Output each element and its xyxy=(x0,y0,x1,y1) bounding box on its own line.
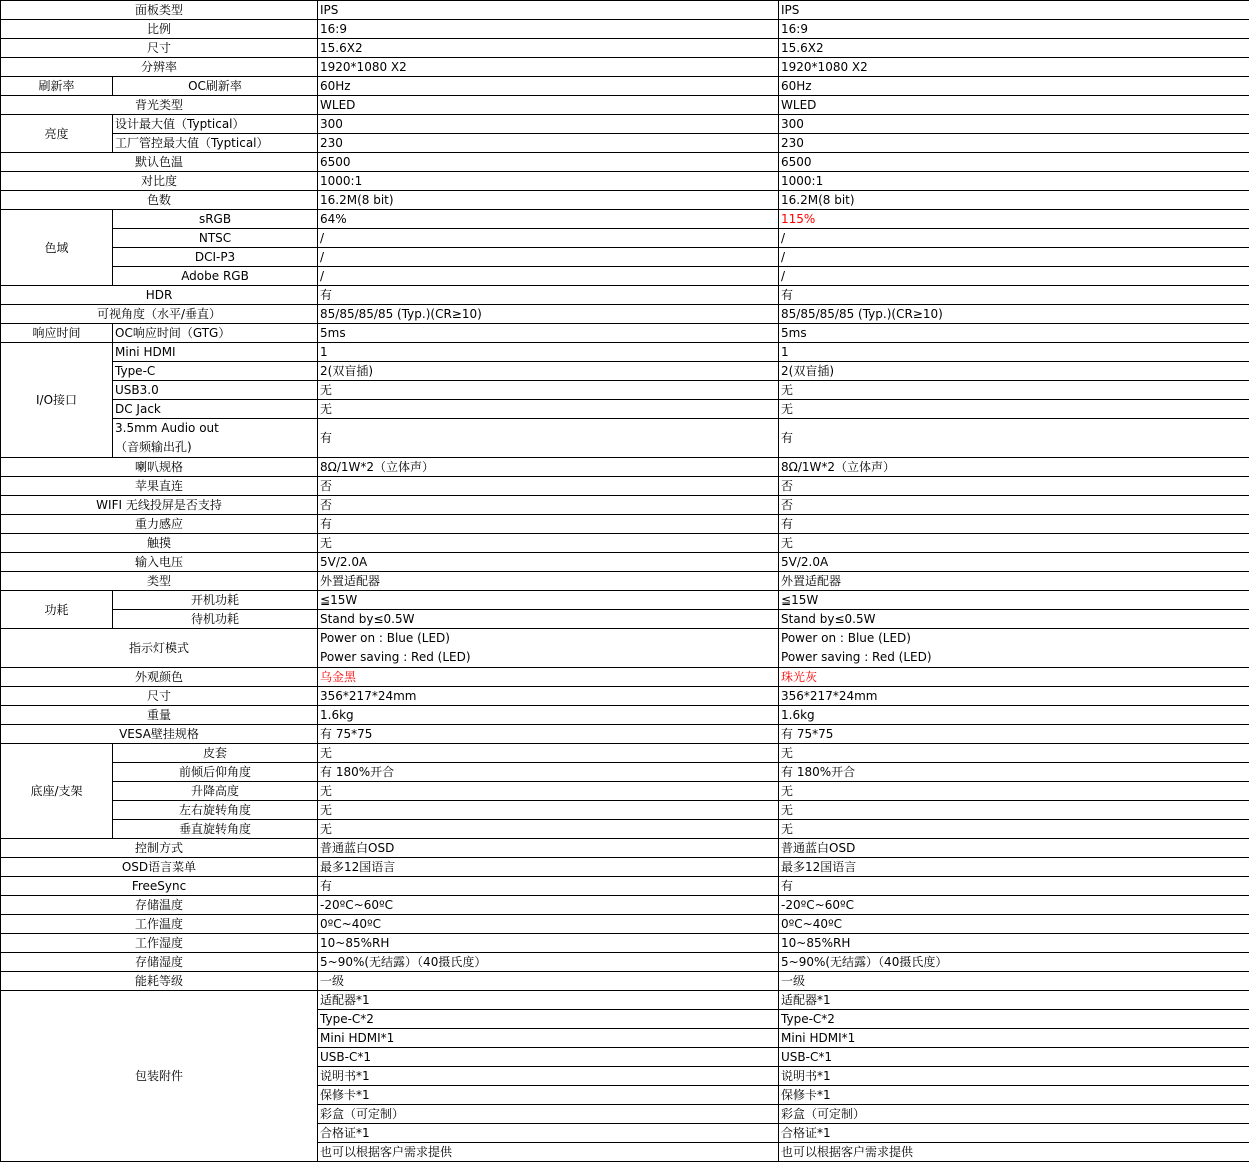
table-row xyxy=(1,20,1249,39)
value-b: 8Ω/1W*2（立体声） xyxy=(779,458,1249,477)
value-a: ≦15W xyxy=(318,591,779,610)
row-label: 皮套 xyxy=(113,744,318,763)
value-a: 有 xyxy=(318,286,779,305)
value-b: 16:9 xyxy=(779,20,1249,39)
value-a: 60Hz xyxy=(318,77,779,96)
package-item-b: Type-C*2 xyxy=(779,1010,1249,1029)
table-row xyxy=(1,39,1249,58)
table-row xyxy=(1,839,1249,858)
value-a: 16.2M(8 bit) xyxy=(318,191,779,210)
audio-label-line2: （音频输出孔) xyxy=(115,438,315,457)
row-label: USB3.0 xyxy=(113,381,318,400)
row-label: 待机功耗 xyxy=(113,610,318,629)
table-row xyxy=(1,915,1249,934)
table-row xyxy=(1,763,1249,782)
row-label: 比例 xyxy=(1,20,318,39)
row-label: 类型 xyxy=(1,572,318,591)
value-a: 有 75*75 xyxy=(318,725,779,744)
audio-label-line1: 3.5mm Audio out xyxy=(115,419,315,438)
row-label: 工厂管控最大值（Typtical） xyxy=(113,134,318,153)
value-b: 5ms xyxy=(779,324,1249,343)
led-b-line2: Power saving : Red (LED) xyxy=(781,648,1247,667)
table-row xyxy=(1,629,1249,668)
value-b: 1000:1 xyxy=(779,172,1249,191)
value-b: 一级 xyxy=(779,972,1249,991)
value-b: WLED xyxy=(779,96,1249,115)
value-a: -20ºC~60ºC xyxy=(318,896,779,915)
value-a: 0ºC~40ºC xyxy=(318,915,779,934)
value-a: 2(双盲插) xyxy=(318,362,779,381)
table-row xyxy=(1,400,1249,419)
row-label: FreeSync xyxy=(1,877,318,896)
row-label: 分辨率 xyxy=(1,58,318,77)
row-label: Adobe RGB xyxy=(113,267,318,286)
row-label: WIFI 无线投屏是否支持 xyxy=(1,496,318,515)
table-row xyxy=(1,153,1249,172)
value-a: 5V/2.0A xyxy=(318,553,779,572)
value-b: ≦15W xyxy=(779,591,1249,610)
value-a: 无 xyxy=(318,744,779,763)
table-row xyxy=(1,58,1249,77)
package-item-b: USB-C*1 xyxy=(779,1048,1249,1067)
package-item-a: 合格证*1 xyxy=(318,1124,779,1143)
row-label: VESA壁挂规格 xyxy=(1,725,318,744)
row-label: 能耗等级 xyxy=(1,972,318,991)
value-b: 无 xyxy=(779,400,1249,419)
row-label: 触摸 xyxy=(1,534,318,553)
value-a: 否 xyxy=(318,496,779,515)
value-b: 外置适配器 xyxy=(779,572,1249,591)
value-a: 6500 xyxy=(318,153,779,172)
table-row xyxy=(1,972,1249,991)
value-b-highlight: 115% xyxy=(779,210,1249,229)
row-label: 可视角度（水平/垂直） xyxy=(1,305,318,324)
row-label: Type-C xyxy=(113,362,318,381)
value-b: / xyxy=(779,248,1249,267)
row-label: 垂直旋转角度 xyxy=(113,820,318,839)
value-a: 否 xyxy=(318,477,779,496)
package-item-a: 说明书*1 xyxy=(318,1067,779,1086)
table-row xyxy=(1,324,1249,343)
led-a-line2: Power saving : Red (LED) xyxy=(320,648,776,667)
row-label: 尺寸 xyxy=(1,687,318,706)
value-b-highlight: 珠光灰 xyxy=(779,668,1249,687)
value-a: WLED xyxy=(318,96,779,115)
table-row xyxy=(1,477,1249,496)
row-label xyxy=(113,419,318,458)
package-item-b: 说明书*1 xyxy=(779,1067,1249,1086)
table-row xyxy=(1,953,1249,972)
table-row xyxy=(1,515,1249,534)
value-b: 5V/2.0A xyxy=(779,553,1249,572)
value-a: 85/85/85/85 (Typ.)(CR≥10) xyxy=(318,305,779,324)
row-label: 默认色温 xyxy=(1,153,318,172)
row-label: 外观颜色 xyxy=(1,668,318,687)
table-row xyxy=(1,381,1249,400)
row-label: 升降高度 xyxy=(113,782,318,801)
group-label: 刷新率 xyxy=(1,77,113,96)
package-item-a: Mini HDMI*1 xyxy=(318,1029,779,1048)
table-row xyxy=(1,782,1249,801)
value-b: 0ºC~40ºC xyxy=(779,915,1249,934)
value-b: 356*217*24mm xyxy=(779,687,1249,706)
value-a: 无 xyxy=(318,820,779,839)
package-item-b: 也可以根据客户需求提供 xyxy=(779,1143,1249,1162)
row-label: 对比度 xyxy=(1,172,318,191)
table-row xyxy=(1,610,1249,629)
row-label: OSD语言菜单 xyxy=(1,858,318,877)
row-label: 控制方式 xyxy=(1,839,318,858)
value-b: 60Hz xyxy=(779,77,1249,96)
row-label: DCI-P3 xyxy=(113,248,318,267)
table-row xyxy=(1,572,1249,591)
row-label: 喇叭规格 xyxy=(1,458,318,477)
value-a: 230 xyxy=(318,134,779,153)
value-a: 10~85%RH xyxy=(318,934,779,953)
value-a: 8Ω/1W*2（立体声） xyxy=(318,458,779,477)
value-a: 300 xyxy=(318,115,779,134)
value-a: 无 xyxy=(318,534,779,553)
row-label: 存储湿度 xyxy=(1,953,318,972)
package-item-b: 彩盒（可定制） xyxy=(779,1105,1249,1124)
row-label: 开机功耗 xyxy=(113,591,318,610)
value-b: 有 xyxy=(779,286,1249,305)
table-row xyxy=(1,496,1249,515)
value-a: IPS xyxy=(318,1,779,20)
package-item-a: 保修卡*1 xyxy=(318,1086,779,1105)
value-a: 一级 xyxy=(318,972,779,991)
table-row xyxy=(1,343,1249,362)
row-label: 面板类型 xyxy=(1,1,318,20)
row-label: 尺寸 xyxy=(1,39,318,58)
value-a: 15.6X2 xyxy=(318,39,779,58)
value-b: IPS xyxy=(779,1,1249,20)
table-row xyxy=(1,286,1249,305)
package-item-a: 也可以根据客户需求提供 xyxy=(318,1143,779,1162)
value-a: 1 xyxy=(318,343,779,362)
table-row xyxy=(1,115,1249,134)
table-row xyxy=(1,210,1249,229)
package-item-b: Mini HDMI*1 xyxy=(779,1029,1249,1048)
row-label: HDR xyxy=(1,286,318,305)
value-a: 64% xyxy=(318,210,779,229)
row-label: 色数 xyxy=(1,191,318,210)
value-b: 普通蓝白OSD xyxy=(779,839,1249,858)
value-a: 外置适配器 xyxy=(318,572,779,591)
table-row xyxy=(1,553,1249,572)
value-b xyxy=(779,629,1249,668)
package-item-a: Type-C*2 xyxy=(318,1010,779,1029)
value-b: 无 xyxy=(779,782,1249,801)
package-item-a: 彩盒（可定制） xyxy=(318,1105,779,1124)
table-row xyxy=(1,591,1249,610)
value-a: 有 xyxy=(318,515,779,534)
row-label: OC刷新率 xyxy=(113,77,318,96)
value-b: 有 75*75 xyxy=(779,725,1249,744)
package-item-b: 适配器*1 xyxy=(779,991,1249,1010)
value-a: 5~90%(无结露）（40摄氏度） xyxy=(318,953,779,972)
table-row xyxy=(1,134,1249,153)
group-label: 功耗 xyxy=(1,591,113,629)
value-b: 无 xyxy=(779,820,1249,839)
value-a: 无 xyxy=(318,400,779,419)
row-label: 设计最大值（Typtical） xyxy=(113,115,318,134)
value-b: 无 xyxy=(779,381,1249,400)
table-row xyxy=(1,858,1249,877)
value-b: 有 xyxy=(779,419,1249,458)
row-label: 重量 xyxy=(1,706,318,725)
table-row xyxy=(1,877,1249,896)
table-row xyxy=(1,305,1249,324)
table-row xyxy=(1,934,1249,953)
value-b: 1 xyxy=(779,343,1249,362)
package-item-b: 保修卡*1 xyxy=(779,1086,1249,1105)
value-a: 无 xyxy=(318,801,779,820)
value-b: 否 xyxy=(779,477,1249,496)
value-b: Stand by≤0.5W xyxy=(779,610,1249,629)
value-a: 普通蓝白OSD xyxy=(318,839,779,858)
table-row xyxy=(1,267,1249,286)
value-a: 无 xyxy=(318,381,779,400)
table-row xyxy=(1,172,1249,191)
value-b: 最多12国语言 xyxy=(779,858,1249,877)
value-b: / xyxy=(779,267,1249,286)
value-b: 无 xyxy=(779,534,1249,553)
row-label: 指示灯模式 xyxy=(1,629,318,668)
value-b: / xyxy=(779,229,1249,248)
value-b: 6500 xyxy=(779,153,1249,172)
value-a xyxy=(318,629,779,668)
value-a: 无 xyxy=(318,782,779,801)
row-label: Mini HDMI xyxy=(113,343,318,362)
value-a: 1.6kg xyxy=(318,706,779,725)
value-a-highlight: 乌金黑 xyxy=(318,668,779,687)
row-label: NTSC xyxy=(113,229,318,248)
table-row xyxy=(1,77,1249,96)
value-a: 1000:1 xyxy=(318,172,779,191)
value-a: Stand by≤0.5W xyxy=(318,610,779,629)
led-b-line1: Power on : Blue (LED) xyxy=(781,629,1247,648)
table-row xyxy=(1,96,1249,115)
table-row xyxy=(1,725,1249,744)
row-label: 左右旋转角度 xyxy=(113,801,318,820)
row-label: 工作温度 xyxy=(1,915,318,934)
table-row xyxy=(1,668,1249,687)
table-row xyxy=(1,744,1249,763)
table-row xyxy=(1,896,1249,915)
row-label: DC Jack xyxy=(113,400,318,419)
value-a: / xyxy=(318,248,779,267)
table-row xyxy=(1,706,1249,725)
value-b: -20ºC~60ºC xyxy=(779,896,1249,915)
package-label: 包装附件 xyxy=(1,991,318,1162)
row-label: sRGB xyxy=(113,210,318,229)
table-row xyxy=(1,801,1249,820)
value-a: 356*217*24mm xyxy=(318,687,779,706)
value-b: 无 xyxy=(779,744,1249,763)
value-b: 1920*1080 X2 xyxy=(779,58,1249,77)
value-b: 300 xyxy=(779,115,1249,134)
value-b: 10~85%RH xyxy=(779,934,1249,953)
table-row xyxy=(1,419,1249,458)
group-label: I/O接口 xyxy=(1,343,113,458)
group-label: 亮度 xyxy=(1,115,113,153)
table-row xyxy=(1,362,1249,381)
value-b: 有 180%开合 xyxy=(779,763,1249,782)
value-b: 16.2M(8 bit) xyxy=(779,191,1249,210)
group-label: 响应时间 xyxy=(1,324,113,343)
table-row xyxy=(1,820,1249,839)
table-row xyxy=(1,248,1249,267)
value-a: 5ms xyxy=(318,324,779,343)
table-row xyxy=(1,534,1249,553)
table-row xyxy=(1,458,1249,477)
value-b: 230 xyxy=(779,134,1249,153)
value-a: 有 xyxy=(318,877,779,896)
row-label: 背光类型 xyxy=(1,96,318,115)
table-row xyxy=(1,229,1249,248)
package-item-b: 合格证*1 xyxy=(779,1124,1249,1143)
value-b: 无 xyxy=(779,801,1249,820)
row-label: 输入电压 xyxy=(1,553,318,572)
table-row xyxy=(1,191,1249,210)
table-row xyxy=(1,687,1249,706)
table-row xyxy=(1,1,1249,20)
table-row xyxy=(1,991,1249,1010)
led-a-line1: Power on : Blue (LED) xyxy=(320,629,776,648)
value-a: 有 xyxy=(318,419,779,458)
value-b: 有 xyxy=(779,515,1249,534)
value-b: 有 xyxy=(779,877,1249,896)
value-b: 15.6X2 xyxy=(779,39,1249,58)
row-label: 苹果直连 xyxy=(1,477,318,496)
package-item-a: 适配器*1 xyxy=(318,991,779,1010)
row-label: 存储温度 xyxy=(1,896,318,915)
value-a: 16:9 xyxy=(318,20,779,39)
value-b: 5~90%(无结露）（40摄氏度） xyxy=(779,953,1249,972)
row-label: 前倾后仰角度 xyxy=(113,763,318,782)
value-b: 1.6kg xyxy=(779,706,1249,725)
value-a: / xyxy=(318,267,779,286)
package-item-a: USB-C*1 xyxy=(318,1048,779,1067)
row-label: 工作湿度 xyxy=(1,934,318,953)
value-a: 1920*1080 X2 xyxy=(318,58,779,77)
value-a: 有 180%开合 xyxy=(318,763,779,782)
value-a: 最多12国语言 xyxy=(318,858,779,877)
group-label: 色域 xyxy=(1,210,113,286)
group-label: 底座/支架 xyxy=(1,744,113,839)
value-b: 否 xyxy=(779,496,1249,515)
row-label: OC响应时间（GTG） xyxy=(113,324,318,343)
row-label: 重力感应 xyxy=(1,515,318,534)
value-b: 2(双盲插) xyxy=(779,362,1249,381)
value-a: / xyxy=(318,229,779,248)
value-b: 85/85/85/85 (Typ.)(CR≥10) xyxy=(779,305,1249,324)
